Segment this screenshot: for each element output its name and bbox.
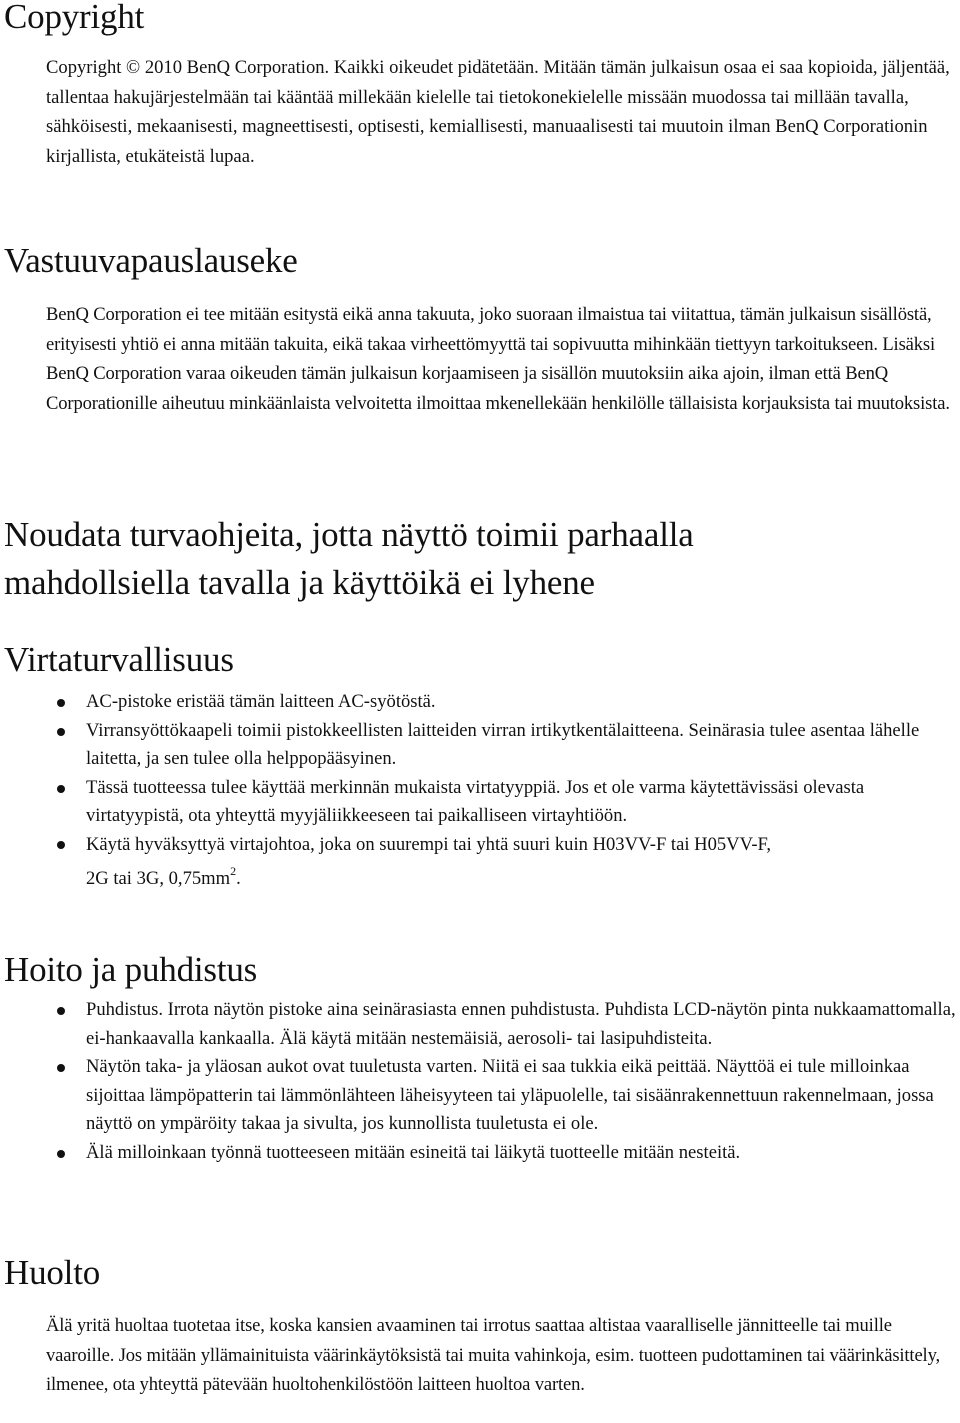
power-safety-heading: Virtaturvallisuus [4, 640, 234, 679]
list-item-text: Tässä tuotteessa tulee käyttää merkinnän mukaista virtatyyppiä. Jos et ole varma käytettävissäsi olevasta virtatyypistä, ota yhteyttä myyjäliikkeeseen tai paikalliseen virtayhtiöön. [86, 776, 865, 827]
list-item-text: Virransyöttökaapeli toimii pistokkeellisten laitteiden virran irtikytkentälaitteena. Seinärasia tulee asentaa lähelle laitetta, ja sen tulee olla helppopääsyinen. [86, 719, 920, 770]
list-item-text: Älä milloinkaan työnnä tuotteeseen mitään esineitä tai läikytä tuotteelle mitään nesteitä. [86, 1141, 741, 1163]
service-text: Älä yritä huoltaa tuotetaa itse, koska kansien avaaminen tai irrotus saattaa altistaa vaaralliselle jännitteelle tai muille vaaroille. Jos mitään yllämainituista väärinkäytöksistä tai muita vahinkoja, esim. tuotteen pudottaminen tai väärinkäsittely, ilmenee, ota yhteyttä pätevään huoltohenkilöstöön laitteen huoltoa varten. [46, 1315, 941, 1395]
bullet-icon [57, 785, 65, 793]
bullet-icon [57, 841, 65, 849]
power-safety-list [46, 688, 956, 896]
bullet-icon [57, 728, 65, 736]
service-heading: Huolto [4, 1253, 101, 1292]
list-item [46, 1139, 956, 1168]
list-item-text: Käytä hyväksyttyä virtajohtoa, joka on suurempi tai yhtä suuri kuin H03VV-F tai H05VV-F, [86, 833, 772, 855]
disclaimer-text: BenQ Corporation ei tee mitään esitystä eikä anna takuuta, joko suoraan ilmaistua tai viitattua, tämän julkaisun sisällöstä, erityisesti yhtiö ei anna mitään takuita, eikä takaa virheettömyyttä tai sopivuutta mihinkään tiettyyn tarkoitukseen. Lisäksi BenQ Corporation varaa oikeuden tämän julkaisun korjaamiseen ja sisällön muutoksiin aika ajoin, ilman että BenQ Corporationille aiheutuu minkäänlaista velvoitetta ilmoittaa mkenellekään henkilölle tällaisista korjauksista tai muutoksista. [46, 304, 950, 414]
list-item-text-end: . [236, 867, 241, 889]
list-item [46, 688, 956, 717]
safety-heading-line1: Noudata turvaohjeita, jotta näyttö toimii parhaalla [4, 515, 694, 554]
care-heading: Hoito ja puhdistus [4, 950, 258, 989]
copyright-text: Copyright © 2010 BenQ Corporation. Kaikki oikeudet pidätetään. Mitään tämän julkaisun osaa ei saa kopioida, jäljentää, tallentaa hakujärjestelmään tai kääntää millekään kielelle tai tietokonekielelle missään muodossa tai millään tavalla, sähköisesti, mekaanisesti, magneettisesti, optisesti, kemiallisesti, manuaalisesti tai muutoin ilman BenQ Corporationin kirjallista, etukäteistä lupaa. [46, 57, 950, 167]
list-item-text: Näytön taka- ja yläosan aukot ovat tuuletusta varten. Niitä ei saa tukkia eikä peittää. Näyttöä ei tule milloinkaa sijoittaa lämpöpatterin tai lämmönlähteen läheisyyteen tai yläpuolelle, tai sisäänrakennettuun rakennelmaan, jossa näyttö on ympäröity takaa ja sivulta, jos kunnollista tuuletusta ei ole. [86, 1056, 934, 1135]
bullet-icon [57, 1150, 65, 1158]
safety-heading-line2: mahdollsiella tavalla ja käyttöikä ei lyhene [4, 563, 595, 602]
list-item [46, 996, 956, 1053]
superscript: 2 [230, 863, 237, 878]
list-item [46, 1053, 956, 1139]
copyright-heading: Copyright [4, 0, 145, 36]
disclaimer-heading: Vastuuvapauslauseke [4, 241, 298, 280]
bullet-icon [57, 699, 65, 707]
list-item [46, 828, 956, 896]
care-list [46, 996, 956, 1168]
list-item [46, 774, 956, 831]
list-item-text-line2: 2G tai 3G, 0,75mm [86, 867, 231, 889]
list-item [46, 717, 956, 774]
list-item-text: Puhdistus. Irrota näytön pistoke aina seinärasiasta ennen puhdistusta. Puhdista LCD-näytön pinta nukkaamattomalla, ei-hankaavalla kankaalla. Älä käytä mitään nestemäisiä, aerosoli- tai lasipuhdisteita. [86, 999, 956, 1049]
bullet-icon [57, 1064, 65, 1072]
list-item-text: AC-pistoke eristää tämän laitteen AC-syötöstä. [86, 691, 436, 712]
bullet-icon [57, 1007, 65, 1015]
